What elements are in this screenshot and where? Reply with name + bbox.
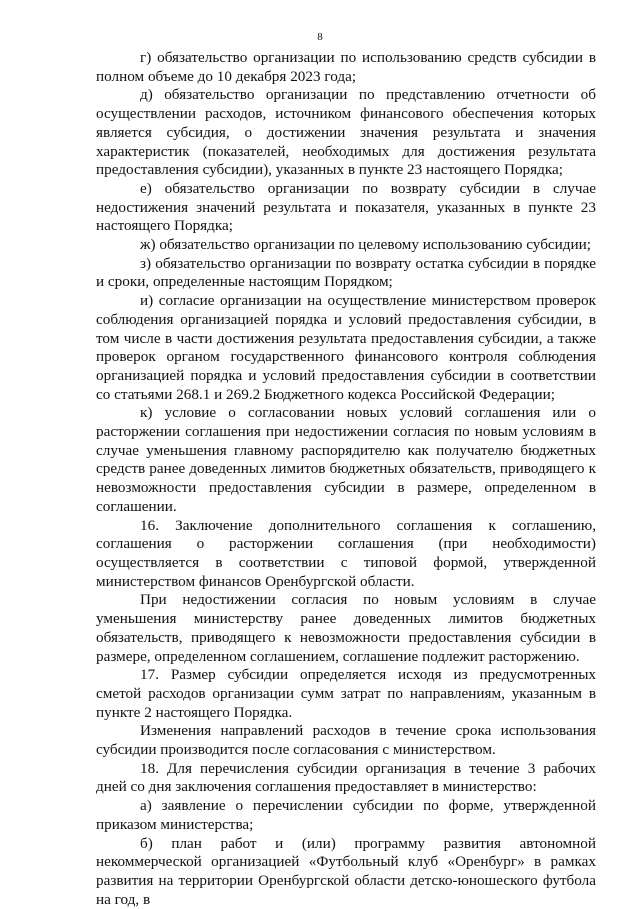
paragraph-item-d: д) обязательство организации по представлению отчетности об осуществлении расходов, источником финансового обеспечения которых является субсидия, о достижении значения результата и значения характеристик (показателей, необходимых для достижения результата предоставления субсидии), указанных в пункте 23 настоящего Порядка; — [96, 86, 596, 179]
paragraph-section-17-changes: Изменения направлений расходов в течение срока использования субсидии производится после согласования с министерством. — [96, 722, 596, 759]
paragraph-item-z: з) обязательство организации по возврату остатка субсидии в порядке и сроки, определенные настоящим Порядком; — [96, 254, 596, 291]
page-number: 8 — [317, 31, 323, 43]
paragraph-item-k: к) условие о согласовании новых условий соглашения или о расторжении соглашения при недостижении согласия по новым условиям в случае уменьшения главному распорядителю как получателю бюджетных средств ранее доведенных лимитов бюджетных обязательств, приводящего к невозможности предоставления субсидии в размере, определенном в соглашении. — [96, 404, 596, 515]
paragraph-section-16-termination: При недостижении согласия по новым условиям в случае уменьшения министерству ранее доведенных лимитов бюджетных обязательств, приводящего к невозможности предоставления субсидии в размере, определенном соглашением, соглашение подлежит расторжению. — [96, 591, 596, 665]
paragraph-item-i: и) согласие организации на осуществление министерством проверок соблюдения организацией порядка и условий предоставления субсидии, в том числе в части достижения результата предоставления субсидии, а также проверок органом государственного финансового контроля соблюдения организацией порядка и условий предоставления субсидии в соответствии со статьями 268.1 и 269.2 Бюджетного кодекса Российской Федерации; — [96, 292, 596, 403]
paragraph-section-18-item-b: б) план работ и (или) программу развития автономной некоммерческой организацией «Футбольный клуб «Оренбург» в рамках развития на территории Оренбургской области детско-юношеского футбола на год, в — [96, 834, 596, 908]
paragraph-item-zh: ж) обязательство организации по целевому использованию субсидии; — [140, 236, 591, 254]
paragraph-section-18: 18. Для перечисления субсидии организация в течение 3 рабочих дней со дня заключения соглашения предоставляет в министерство: — [96, 759, 596, 796]
paragraph-item-e: е) обязательство организации по возврату субсидии в случае недостижения значений результата и показателя, указанных в пункте 23 настоящего Порядка; — [96, 179, 596, 235]
document-body — [96, 49, 596, 909]
paragraph-section-16: 16. Заключение дополнительного соглашения к соглашению, соглашения о расторжении соглашения (при необходимости) осуществляется в соответствии с типовой формой, утвержденной министерством финансов Оренбургской области. — [96, 516, 596, 590]
paragraph-section-17: 17. Размер субсидии определяется исходя из предусмотренных сметой расходов организации сумм затрат по направлениям, указанным в пункте 2 настоящего Порядка. — [96, 666, 596, 721]
paragraph-section-18-item-a: а) заявление о перечислении субсидии по форме, утвержденной приказом министерства; — [96, 797, 596, 833]
paragraph-item-g: г) обязательство организации по использованию средств субсидии в полном объеме до 10 декабря 2023 года; — [96, 49, 596, 85]
